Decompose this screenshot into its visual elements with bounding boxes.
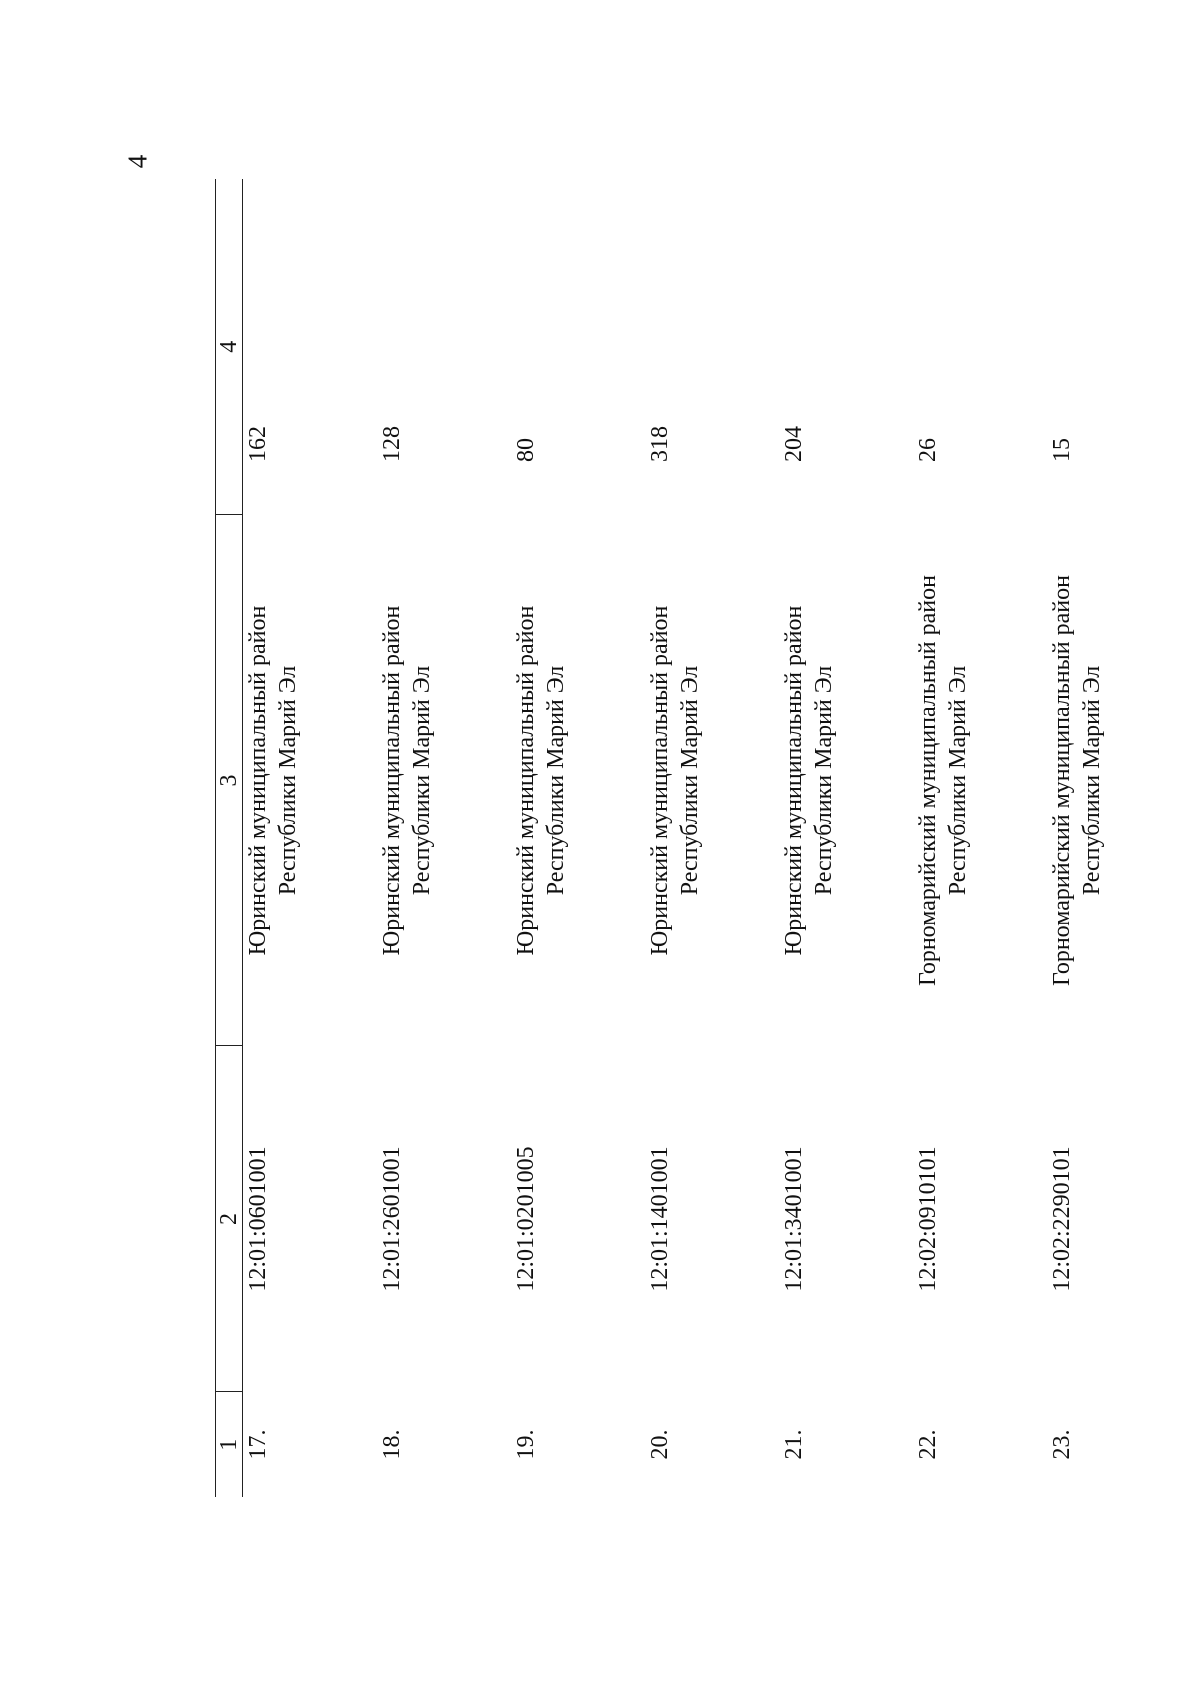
table-row bbox=[363, 179, 497, 1497]
row-value: 26 bbox=[915, 438, 941, 462]
row-value: 162 bbox=[245, 426, 271, 462]
cadastral-code: 12:01:0201005 bbox=[513, 1146, 539, 1292]
region-cell bbox=[497, 515, 631, 1046]
region-republic: Республики Марий Эл bbox=[409, 665, 435, 896]
region-cell bbox=[765, 515, 899, 1046]
region-republic: Республики Марий Эл bbox=[1079, 665, 1105, 896]
row-number: 18. bbox=[379, 1429, 405, 1460]
region-name: Юринский муниципальный район bbox=[245, 605, 271, 956]
row-number: 17. bbox=[245, 1429, 271, 1460]
region-cell bbox=[363, 515, 497, 1046]
row-value: 318 bbox=[647, 426, 673, 462]
region-republic: Республики Марий Эл bbox=[811, 665, 837, 896]
region-republic: Республики Марий Эл bbox=[543, 665, 569, 896]
row-number: 20. bbox=[647, 1429, 673, 1460]
region-cell bbox=[899, 515, 1033, 1046]
region-name: Горномарийский муниципальный район bbox=[915, 575, 941, 986]
table-row bbox=[899, 179, 1033, 1497]
column-header-3: 3 bbox=[216, 515, 243, 1046]
region-cell bbox=[631, 515, 765, 1046]
region-name: Горномарийский муниципальный район bbox=[1049, 575, 1075, 986]
cadastral-table bbox=[215, 179, 1167, 1497]
cadastral-table-rotated bbox=[215, 179, 1105, 1497]
table-row bbox=[243, 179, 364, 1497]
table-row bbox=[1033, 179, 1167, 1497]
cadastral-code: 12:01:1401001 bbox=[647, 1146, 673, 1292]
cadastral-code: 12:01:2601001 bbox=[379, 1146, 405, 1292]
page-number: 4 bbox=[122, 154, 153, 169]
row-number: 22. bbox=[915, 1429, 941, 1460]
region-name: Юринский муниципальный район bbox=[513, 605, 539, 956]
table-row bbox=[497, 179, 631, 1497]
cadastral-code: 12:02:2290101 bbox=[1049, 1146, 1075, 1292]
region-name: Юринский муниципальный район bbox=[379, 605, 405, 956]
region-cell bbox=[243, 515, 364, 1046]
cadastral-code: 12:01:0601001 bbox=[245, 1146, 271, 1292]
row-number: 19. bbox=[513, 1429, 539, 1460]
row-value: 204 bbox=[781, 426, 807, 462]
region-republic: Республики Марий Эл bbox=[945, 665, 971, 896]
region-name: Юринский муниципальный район bbox=[781, 605, 807, 956]
row-value: 128 bbox=[379, 426, 405, 462]
region-republic: Республики Марий Эл bbox=[275, 665, 301, 896]
region-name: Юринский муниципальный район bbox=[647, 605, 673, 956]
row-number: 21. bbox=[781, 1429, 807, 1460]
region-cell bbox=[1033, 515, 1167, 1046]
table-row bbox=[631, 179, 765, 1497]
table-body bbox=[243, 179, 1168, 1497]
row-number: 23. bbox=[1049, 1429, 1075, 1460]
row-value: 80 bbox=[513, 438, 539, 462]
table-row bbox=[765, 179, 899, 1497]
column-header-2: 2 bbox=[216, 1046, 243, 1392]
cadastral-code: 12:02:0910101 bbox=[915, 1146, 941, 1292]
row-value: 15 bbox=[1049, 438, 1075, 462]
table-header bbox=[216, 179, 243, 1497]
cadastral-code: 12:01:3401001 bbox=[781, 1146, 807, 1292]
column-header-4: 4 bbox=[216, 179, 243, 515]
column-header-1: 1 bbox=[216, 1392, 243, 1497]
region-republic: Республики Марий Эл bbox=[677, 665, 703, 896]
